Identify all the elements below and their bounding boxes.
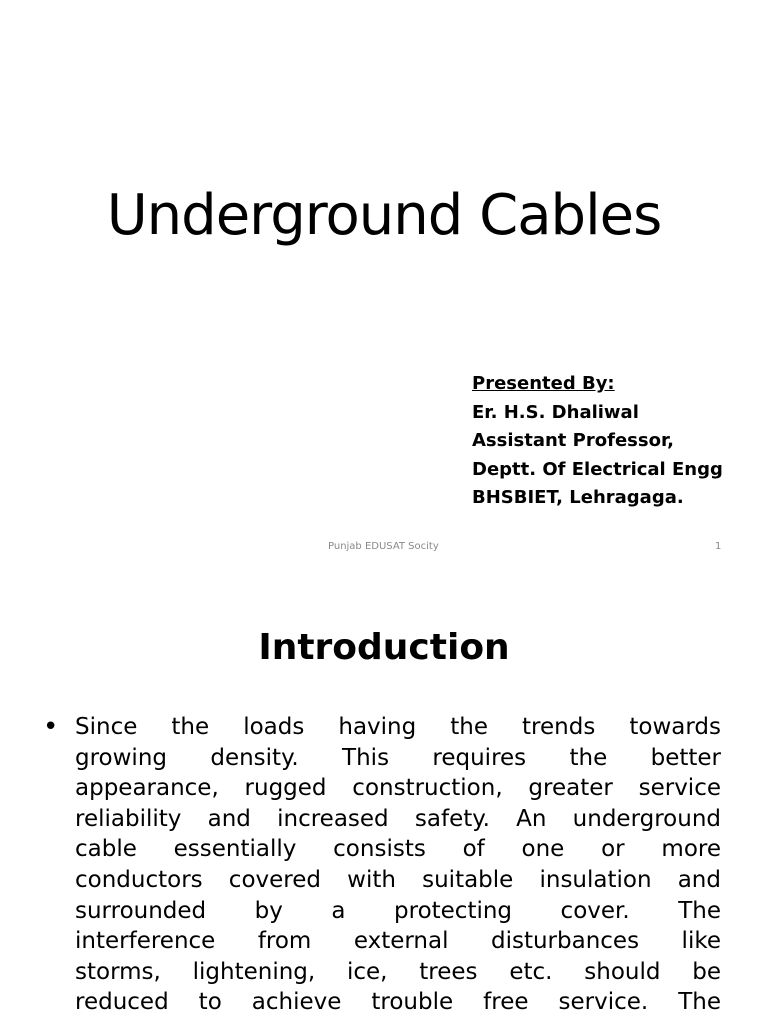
- bullet-line: growing density. This requires the better: [75, 744, 721, 771]
- slide-heading: Introduction: [258, 627, 510, 668]
- bullet-line: surrounded by a protecting cover. The: [75, 897, 721, 924]
- presentation-title: Underground Cables: [106, 183, 662, 248]
- bullet-line: conductors covered with suitable insulation and: [75, 866, 721, 893]
- bullet-line: interference from external disturbances like: [75, 928, 721, 955]
- bullet-text: [75, 712, 721, 1018]
- presenter-name: Er. H.S. Dhaliwal: [472, 401, 639, 423]
- bullet-line: Since the loads having the trends towards: [75, 714, 721, 740]
- bullet-line: storms, lightening, ice, trees etc. should be: [75, 958, 721, 985]
- presenter-institute: BHSBIET, Lehragaga.: [472, 487, 684, 508]
- bullet-line: cable essentially consists of one or more: [75, 836, 721, 863]
- presenter-designation: Assistant Professor,: [472, 430, 675, 451]
- presenter-block: [472, 370, 723, 513]
- bullet-line: appearance, rugged construction, greater service: [75, 775, 721, 802]
- page-number: 1: [715, 541, 722, 552]
- presenter-department: Deptt. Of Electrical Engg: [472, 458, 723, 480]
- bullet-line: reduced to achieve trouble free service. The: [75, 989, 721, 1016]
- bullet-line: reliability and increased safety. An underground: [75, 805, 721, 832]
- slide-introduction: [0, 576, 768, 1024]
- presenter-heading: Presented By:: [472, 373, 615, 394]
- bullet-icon: •: [43, 712, 59, 742]
- footer-text: Punjab EDUSAT Socity: [328, 541, 439, 552]
